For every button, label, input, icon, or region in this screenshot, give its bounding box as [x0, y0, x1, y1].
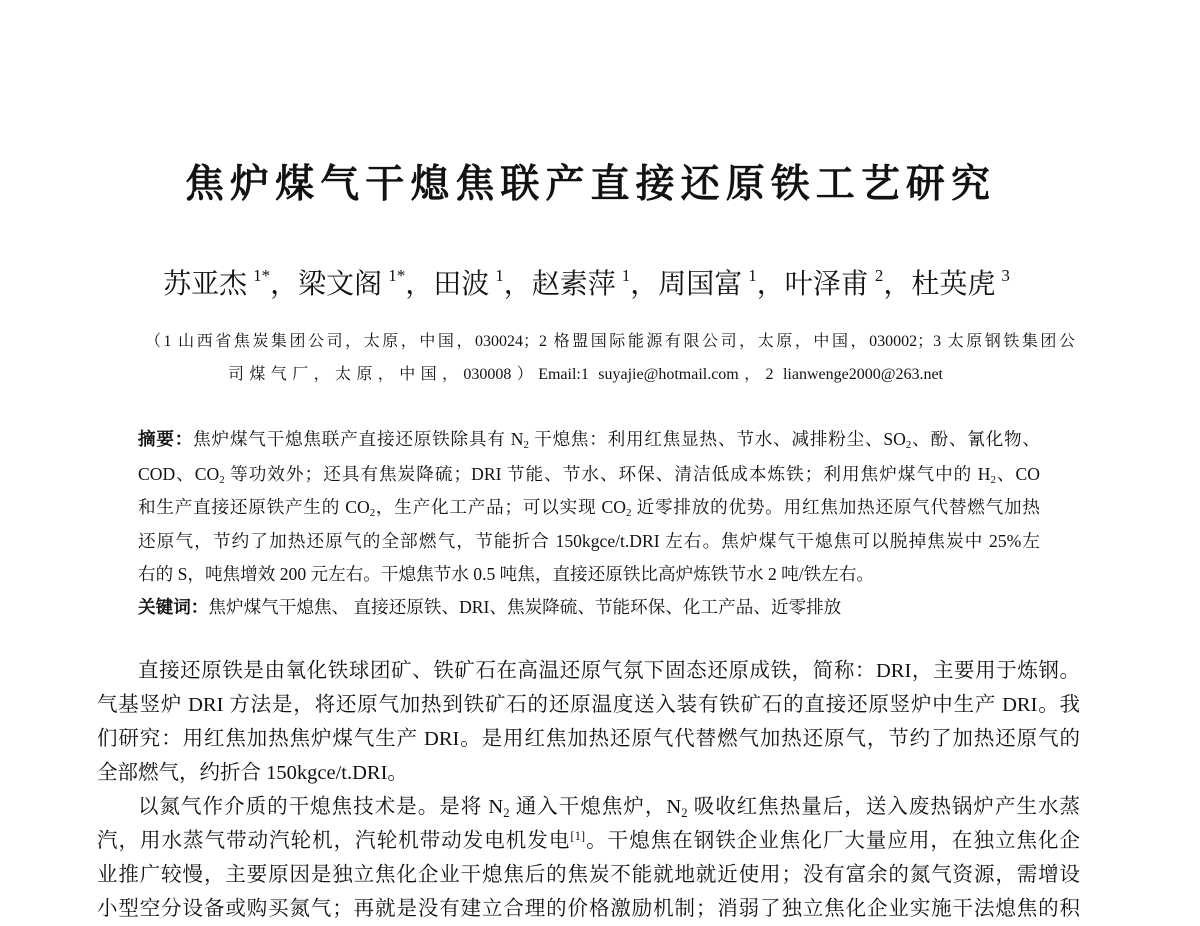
subscript: 2 [990, 473, 996, 486]
abstract-line [138, 491, 1040, 525]
keywords [138, 590, 1040, 625]
body-line [97, 790, 1080, 824]
author-separator: ， [503, 269, 532, 300]
text-run: 以氮气作介质的干熄焦技术是。是将 N [138, 796, 504, 818]
text-run: 们研究：用红焦加热焦炉煤气生产 DRI。是用红焦加热还原气代替燃气加热还原气，节约了加热还原气的 [97, 728, 1080, 750]
author-name: 周国富 [658, 269, 743, 300]
text-run: 右的 S，吨焦增效 200 元左右。干熄焦节水 0.5 吨焦，直接还原铁比高炉炼铁节水 2 吨/铁左右。 [138, 564, 875, 584]
paper-title: 焦炉煤气干熄焦联产直接还原铁工艺研究 [185, 162, 990, 207]
text-run: ，生产化工产品；可以实现 CO [375, 497, 626, 517]
text-run: 焦炉煤气干熄焦联产直接还原铁除具有 N [193, 429, 524, 449]
body-paragraph [97, 790, 1080, 926]
author-separator: ， [270, 269, 299, 300]
author-name: 叶泽甫 [784, 269, 869, 300]
body-line [97, 654, 1080, 688]
affiliation [145, 325, 1075, 391]
text-run: 小型空分设备或购买氮气；再就是没有建立合理的价格激励机制；消弱了独立焦化企业实施干法熄焦的积 [97, 898, 1080, 920]
body-line [97, 688, 1080, 722]
subscript: 2 [523, 439, 529, 452]
author-separator: ， [883, 269, 912, 300]
abstract-line [138, 525, 1040, 559]
body-line [97, 892, 1080, 926]
author-separator: ， [630, 269, 659, 300]
author-name: 杜英虎 [911, 269, 996, 300]
text-run: COD、CO [138, 463, 220, 484]
text-run: 气基竖炉 DRI 方法是，将还原气加热到铁矿石的还原温度送入装有铁矿石的直接还原竖炉中生产 DRI。我 [97, 694, 1080, 716]
author-separator: ， [756, 269, 785, 300]
affiliation-line [228, 358, 943, 391]
text-run: 干熄焦：利用红焦显热、节水、减排粉尘、SO [528, 429, 906, 449]
subscript: 2 [503, 805, 510, 820]
text-run: 全部燃气，约折合 150kgce/t.DRI。 [97, 762, 408, 784]
body-line [97, 722, 1080, 756]
text-run: 和生产直接还原铁产生的 CO [138, 497, 370, 517]
body-paragraph [97, 654, 1080, 790]
abstract-line [138, 458, 1040, 492]
affiliation-line [145, 325, 1075, 358]
text-run: 、酚、氰化物、 [911, 429, 1040, 449]
text-run: 司煤气厂，太原，中国，030008）Email:1 suyajie@hotmail.com，2 lianwenge2000@263.net [228, 366, 943, 383]
text-run: 吸收红焦热量后，送入废热锅炉产生水蒸 [687, 796, 1080, 818]
text-run: 。干熄焦在钢铁企业焦化厂大量应用，在独立焦化企 [585, 830, 1081, 852]
author-name: 田波 [433, 269, 490, 300]
keywords-text: 焦炉煤气干熄焦、 直接还原铁、DRI、焦炭降硫、节能环保、化工产品、近零排放 [208, 597, 842, 617]
body-text [97, 654, 1080, 926]
subscript: 2 [369, 507, 376, 520]
abstract-line [138, 558, 1040, 592]
author-name: 赵素萍 [531, 269, 616, 300]
author-separator: ， [405, 269, 434, 300]
body-line [97, 858, 1080, 892]
citation-superscript: [1] [570, 829, 586, 844]
abstract-label: 摘要： [138, 430, 194, 450]
text-run: 汽，用水蒸气带动汽轮机，汽轮机带动发电机发电 [97, 830, 571, 852]
subscript: 2 [219, 473, 225, 486]
subscript: 2 [626, 507, 632, 520]
abstract-line [138, 423, 1040, 458]
text-run: 还原气，节约了加热还原气的全部燃气，节能折合 150kgce/t.DRI 左右。焦炉煤气干熄焦可以脱掉焦炭中 25%左 [138, 530, 1040, 551]
subscript: 2 [905, 439, 912, 452]
text-run: 业推广较慢，主要原因是独立焦化企业干熄焦后的焦炭不能就地就近使用；没有富余的氮气资源，需增设 [97, 864, 1080, 886]
text-run: （1 山西省焦炭集团公司，太原，中国，030024；2 格盟国际能源有限公司，太原，中国，030002；3 太原钢铁集团公 [145, 333, 1075, 350]
abstract [138, 423, 1040, 592]
text-run: 近零排放的优势。用红焦加热还原气代替燃气加热 [631, 497, 1041, 517]
text-run: 通入干熄焦炉，N [509, 796, 682, 818]
author-list: 苏亚杰 $^{1*}$ ， 梁文阁 $^{1*}$ ， 田波 $^1$ ， 赵素萍 $^1$ ， 周国富 $^1$ ， 叶泽甫 $^2$ ， 杜英虎 $^3$ [143, 265, 1030, 305]
author-name: 苏亚杰 [163, 269, 248, 300]
body-line [97, 824, 1080, 858]
author-name: 梁文阁 [298, 269, 383, 300]
body-line [97, 756, 1080, 790]
subscript: 2 [681, 805, 688, 820]
text-run: 直接还原铁是由氧化铁球团矿、铁矿石在高温还原气氛下固态还原成铁，简称：DRI，主要用于炼钢。 [138, 660, 1080, 682]
text-run: 、CO [995, 463, 1040, 484]
text-run: 等功效外；还具有焦炭降硫；DRI 节能、节水、环保、清洁低成本炼铁；利用焦炉煤气中的 H [224, 463, 991, 484]
keywords-label: 关键词： [138, 598, 209, 618]
